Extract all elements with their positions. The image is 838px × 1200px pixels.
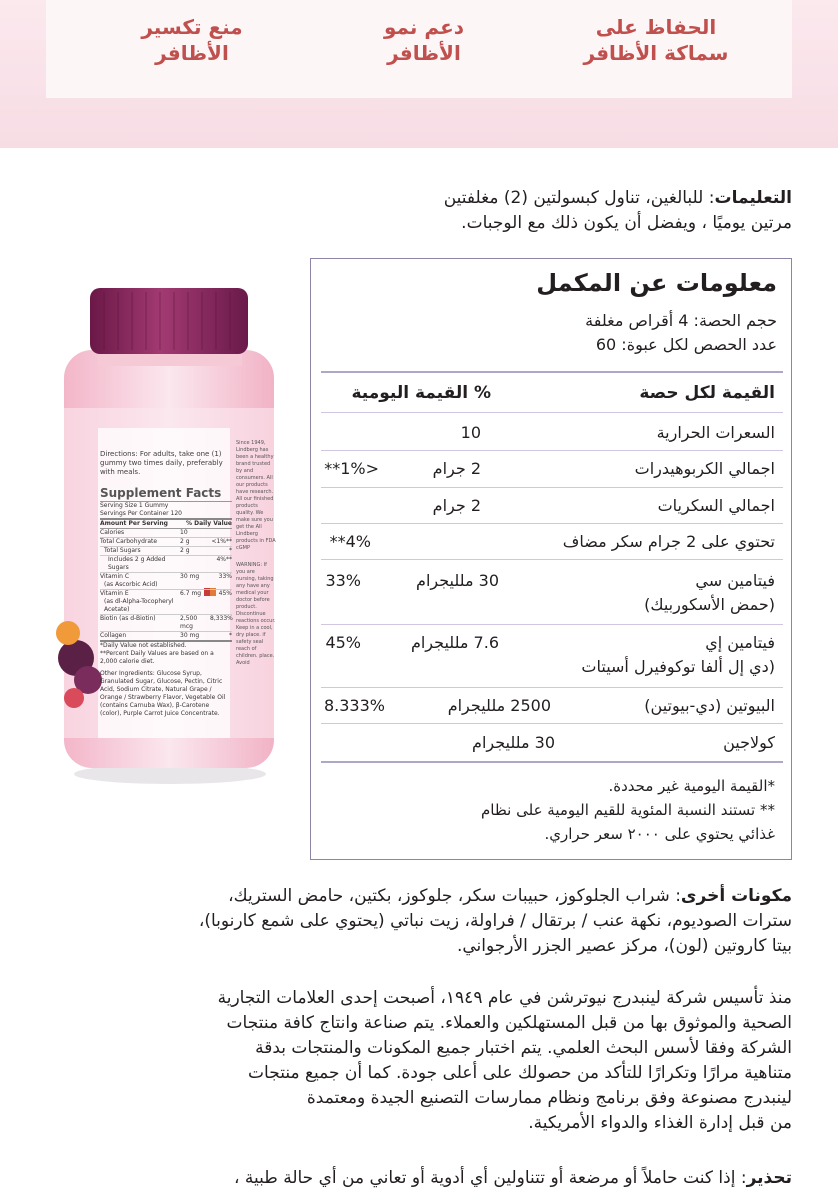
benefits-box bbox=[46, 0, 792, 98]
header-amount-per-serving: القيمة لكل حصة bbox=[639, 383, 775, 403]
row-added-sugars-name: تحتوي على 2 جرام سكر مضاف bbox=[562, 532, 775, 551]
row-vitamin-e-source: (دي إل ألفا توكوفيرل أسيتات bbox=[581, 657, 775, 676]
other-ingredients-text: مكونات أخرى: شراب الجلوكوز، حبيبات سكر، جلوكوز، بكتين، حامض الستريك، سترات الصوديوم، نكهة عنب / برتقال / فراولة، زيت نباتي (يحتوي على شمع كارنوبا)، بيتا كاروتين (لون)، مركز عصير الجزر الأرجواني. bbox=[198, 886, 792, 956]
row-biotin-dv: 8.333% bbox=[323, 696, 385, 715]
row-calories-amount: 10 bbox=[460, 423, 481, 442]
warning-label: تحذير bbox=[746, 1168, 792, 1188]
row-collagen-name: كولاجين bbox=[723, 733, 775, 752]
directions-label: التعليمات bbox=[714, 188, 792, 208]
header-daily-value: % القيمة اليومية bbox=[351, 383, 491, 403]
footnote-percent-dv: ** تستند النسبة المئوية للقيم اليومية على نظام bbox=[481, 801, 775, 819]
row-biotin-name: البيوتين (دي-بيوتين) bbox=[644, 696, 775, 715]
supplement-facts-panel bbox=[310, 258, 792, 860]
footnote-calorie-diet: غذائي يحتوي على ٢٠٠٠ سعر حراري. bbox=[544, 825, 775, 843]
bottle-label-panel: Supplement Facts Serving Size 1 Gummy Servings Per Container 120 Amount Per Serving % Daily Value Calories 10 Total Carbohydrate 2 g <1%** Total Sugars 2 g * Includes 2 g Added Sugars 4%** Vitamin C 30 mg 33% (as Ascorbic Acid) Vitamin E 6.7 mg 45% (as dl-Alpha-Tocopheryl Acetate) Biotin (as d-Biotin) 2,500 mcg 8,333% Collagen 30 mg * *Daily Value not established. **Percent Daily Values are based on a 2,000 calorie diet. Other Ingredients: Glucose Syrup, Granulated Sugar, Glucose, Pectin, Citric Acid, Sodium Citrate, Natural Grape / Orange / Strawberry Flavor, Vegetable Oil (contains Carnuba Wax), β-Carotene (color), Purple Carrot Juice Concentrate. bbox=[100, 486, 233, 717]
bottle-label-directions: Directions: For adults, take one (1) gummy two times daily, preferably with meals. bbox=[100, 450, 223, 476]
row-added-sugars-dv: 4%** bbox=[329, 532, 371, 551]
row-carbs-name: اجمالي الكربوهيدرات bbox=[634, 459, 775, 478]
about-company-text: منذ تأسيس شركة لينبدرج نيوترشن في عام ١٩٤٩، أصبحت إحدى العلامات التجارية الصحية والموثوق بها من قبل المستهلكين والعملاء. يتم صناعة وانتاج كافة منتجات الشركة وفقا لأسس البحث العلمي. يتم اختبار جميع المكونات والمنتجات بدقة متناهية مرارًا وتكرارًا للتأكد من حصولك على أعلى جودة. كما أن جميع منتجات لينبدرج مصنوعة وفق برنامج ونظام ممارسات التصنيع الجيدة ومعتمدة من قبل إدارة الغذاء والدواء الأمريكية. bbox=[217, 988, 792, 1133]
row-vitamin-c-dv: 33% bbox=[325, 571, 361, 590]
row-sugars-name: اجمالي السكريات bbox=[657, 496, 775, 515]
footnote-dv-not-established: *القيمة اليومية غير محددة. bbox=[608, 777, 775, 795]
other-ingredients-label: مكونات أخرى bbox=[680, 886, 792, 906]
row-collagen-amount: 30 ملليجرام bbox=[472, 733, 555, 752]
bottle-label-rows: Calories 10 Total Carbohydrate 2 g <1%** Total Sugars 2 g * Includes 2 g Added Sugars 4%** Vitamin C 30 mg 33% (as Ascorbic Acid) Vitamin E 6.7 mg 45% (as dl-Alpha-Tocopheryl Acetate) Biotin (as d-Biotin) 2,500 mcg 8,333% Collagen 30 mg * bbox=[100, 529, 232, 642]
row-carbs-dv: <1%** bbox=[324, 459, 379, 478]
warning-text: تحذير: إذا كنت حاملاً أو مرضعة أو تتناولين أي أدوية أو تعاني من أي حالة طبية ، bbox=[234, 1168, 792, 1188]
row-vitamin-e-amount: 7.6 ملليجرام bbox=[410, 633, 499, 652]
row-vitamin-c-source: (حمض الأسكوربيك) bbox=[644, 595, 775, 614]
benefit-prevent-breakage: منع تكسير الأظافر bbox=[141, 15, 243, 65]
serving-size: حجم الحصة: 4 أقراص مغلفة bbox=[585, 311, 777, 330]
servings-per-container: عدد الحصص لكل عبوة: 60 bbox=[595, 335, 777, 354]
facts-title: معلومات عن المكمل bbox=[536, 269, 777, 297]
directions-text: التعليمات: للبالغين، تناول كبسولتين (2) مغلفتين مرتين يوميًا ، ويفضل أن يكون ذلك مع الوجبات. bbox=[443, 188, 792, 233]
benefit-nail-thickness: الحفاظ على سماكة الأظافر bbox=[583, 15, 729, 65]
benefit-nail-growth: دعم نمو الأظافر bbox=[383, 15, 465, 65]
bottle-label-side-text: Since 1949, Lindberg has been a healthy brand trusted by and consumers. All our products have research. All our finished products quality. We make sure you get the All Lindberg products in FDA cGMP WARNING: If you are nursing, taking any have any medical your doctor before product. Discontinue reactions occur. Keep in a cool, dry place. if safety seal reach of children. place. Avoid bbox=[236, 440, 276, 666]
row-vitamin-e-dv: 45% bbox=[325, 633, 361, 652]
row-sugars-amount: 2 جرام bbox=[432, 496, 481, 515]
row-biotin-amount: 2500 ملليجرام bbox=[447, 696, 551, 715]
row-carbs-amount: 2 جرام bbox=[432, 459, 481, 478]
row-vitamin-e-name: فيتامين إي bbox=[705, 633, 775, 652]
row-vitamin-c-amount: 30 ملليجرام bbox=[416, 571, 499, 590]
row-calories-name: السعرات الحرارية bbox=[656, 423, 775, 442]
row-vitamin-c-name: فيتامين سي bbox=[695, 571, 775, 590]
